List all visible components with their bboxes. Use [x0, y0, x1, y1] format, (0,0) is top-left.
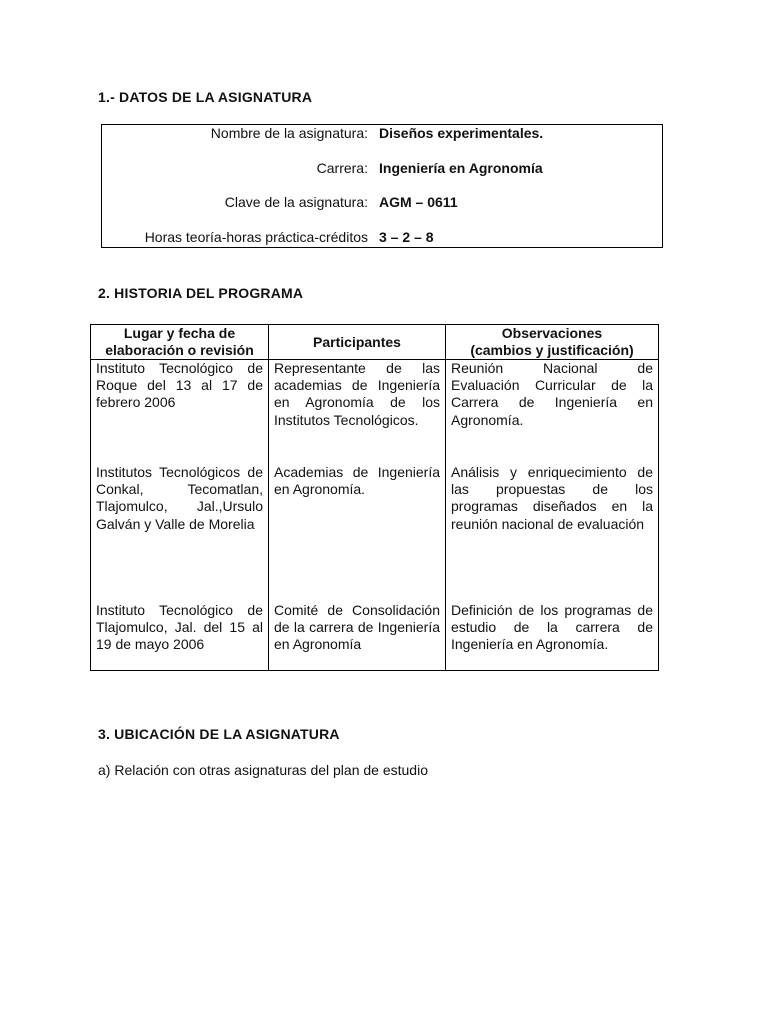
cell-observaciones-text: Reunión Nacional de Evaluación Curricular de la Carrera de Ingeniería en Agronomía.	[451, 360, 653, 428]
header-observaciones-line2: (cambios y justificación)	[470, 342, 634, 358]
header-lugar-line2: elaboración o revisión	[105, 342, 254, 358]
cell-observaciones	[446, 360, 659, 465]
section-2-heading: 2. HISTORIA DEL PROGRAMA	[98, 285, 304, 301]
header-participantes-label: Participantes	[313, 333, 401, 350]
career-label: Carrera:	[316, 160, 368, 176]
header-observaciones-line1: Observaciones	[501, 325, 603, 341]
section-1-heading: 1.- DATOS DE LA ASIGNATURA	[98, 89, 313, 105]
cell-lugar	[91, 602, 269, 671]
career-row	[102, 160, 662, 180]
hours-credits-label: Horas teoría-horas práctica-créditos	[144, 229, 368, 245]
cell-observaciones-text: Definición de los programas de estudio de la carrera de Ingeniería en Agronomía.	[451, 602, 653, 653]
program-history-table	[90, 324, 659, 671]
course-code-value: AGM – 0611	[379, 194, 458, 210]
course-code-row	[102, 194, 662, 214]
career-value: Ingeniería en Agronomía	[379, 160, 543, 176]
cell-participantes	[269, 602, 446, 671]
table-row	[91, 464, 659, 602]
cell-lugar-text: Instituto Tecnológico de Roque del 13 al 17 de febrero 2006	[96, 360, 263, 411]
header-lugar-line1: Lugar y fecha de	[123, 325, 236, 341]
cell-lugar	[91, 360, 269, 465]
cell-observaciones	[446, 602, 659, 671]
course-name-row	[102, 125, 662, 145]
course-data-box	[101, 124, 663, 248]
cell-observaciones-text: Análisis y enriquecimiento de las propuestas de los programas diseñados en la reunión nacional de evaluación	[451, 464, 653, 532]
cell-participantes	[269, 360, 446, 465]
cell-participantes-text: Comité de Consolidación de la carrera de Ingeniería en Agronomía	[274, 602, 440, 653]
cell-lugar-text: Instituto Tecnológico de Tlajomulco, Jal. del 15 al 19 de mayo 2006	[96, 602, 263, 653]
course-name-value: Diseños experimentales.	[379, 125, 544, 141]
cell-lugar-text: Institutos Tecnológicos de Conkal, Tecomatlan, Tlajomulco, Jal.,Ursulo Galván y Valle de Morelia	[96, 464, 263, 532]
hours-credits-value: 3 – 2 – 8	[379, 229, 434, 245]
related-subjects-item: a) Relación con otras asignaturas del plan de estudio	[98, 762, 428, 778]
header-lugar-fecha	[91, 325, 269, 360]
cell-participantes-text: Academias de Ingeniería en Agronomía.	[274, 464, 440, 498]
cell-participantes	[269, 464, 446, 602]
table-header-row	[91, 325, 659, 360]
course-code-label: Clave de la asignatura:	[224, 194, 368, 210]
cell-lugar	[91, 464, 269, 602]
course-name-label: Nombre de la asignatura:	[210, 125, 368, 141]
cell-participantes-text: Representante de las academias de Ingeniería en Agronomía de los Institutos Tecnológicos.	[274, 360, 440, 428]
hours-credits-row	[102, 229, 662, 249]
table-row	[91, 602, 659, 671]
cell-observaciones	[446, 464, 659, 602]
header-participantes	[269, 325, 446, 360]
section-3-heading: 3. UBICACIÓN DE LA ASIGNATURA	[98, 726, 340, 742]
table-row	[91, 360, 659, 465]
header-observaciones	[446, 325, 659, 360]
